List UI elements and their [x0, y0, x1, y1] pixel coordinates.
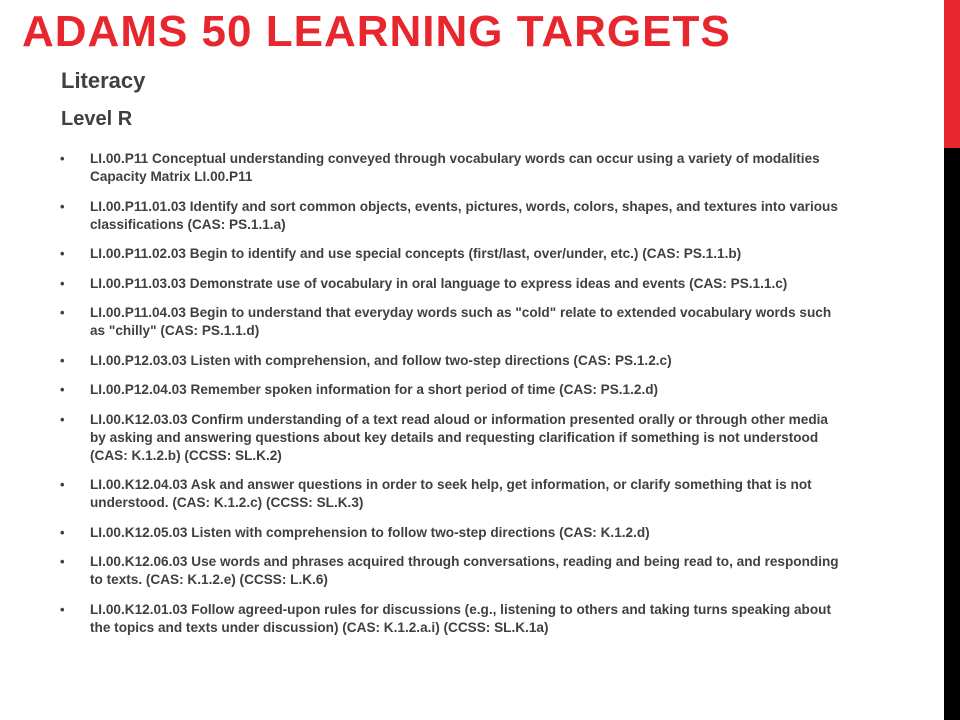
- learning-target-text: LI.00.K12.01.03 Follow agreed-upon rules for discussions (e.g., listening to others and taking turns speaking about the topics and texts under discussion) (CAS: K.1.2.a.i) (CCSS: SL.K.1a): [90, 601, 831, 635]
- learning-target-item: [58, 524, 843, 542]
- subject-heading: Literacy: [61, 68, 146, 93]
- learning-target-text: LI.00.K12.04.03 Ask and answer questions in order to seek help, get information, or clarify something that is not understood. (CAS: K.1.2.c) (CCSS: SL.K.3): [90, 477, 812, 510]
- learning-target-text: LI.00.P11.04.03 Begin to understand that everyday words such as "cold" relate to extended vocabulary words such as "chilly" (CAS: PS.1.1.d): [90, 305, 832, 338]
- bullet-icon: •: [60, 554, 65, 569]
- learning-target-item: [58, 275, 843, 293]
- bullet-icon: •: [60, 151, 65, 166]
- learning-target-item: [58, 198, 843, 234]
- side-accent-bar-black: [944, 148, 960, 720]
- learning-target-text: LI.00.K12.06.03 Use words and phrases acquired through conversations, reading and being read to, and responding to texts. (CAS: K.1.2.e) (CCSS: L.K.6): [90, 554, 839, 587]
- learning-target-item: [58, 411, 843, 465]
- learning-target-text: LI.00.P12.03.03 Listen with comprehension, and follow two-step directions (CAS: PS.1.2.c): [90, 352, 672, 368]
- learning-target-item: [58, 476, 843, 512]
- learning-target-item: [58, 553, 843, 589]
- learning-target-text: LI.00.P11.03.03 Demonstrate use of vocabulary in oral language to express ideas and events (CAS: PS.1.1.c): [90, 275, 788, 291]
- bullet-icon: •: [60, 477, 65, 492]
- learning-target-text: LI.00.P11.02.03 Begin to identify and use special concepts (first/last, over/under, etc.) (CAS: PS.1.1.b): [90, 246, 742, 261]
- learning-target-item: [58, 245, 843, 263]
- learning-target-item: [58, 304, 843, 340]
- learning-target-text: LI.00.P11.01.03 Identify and sort common objects, events, pictures, words, colors, shapes, and textures into various classifications (CAS: PS.1.1.a): [90, 198, 838, 232]
- learning-target-text: LI.00.K12.03.03 Confirm understanding of a text read aloud or information presented orally or through other media by asking and answering questions about key details and requesting clarification if something is not understood (CAS: K.1.2.b) (CCSS: SL.K.2): [90, 411, 828, 463]
- bullet-icon: •: [60, 411, 65, 427]
- bullet-icon: •: [60, 524, 65, 540]
- learning-target-item: [58, 352, 843, 370]
- bullet-icon: •: [60, 352, 65, 368]
- level-heading: Level R: [61, 108, 133, 130]
- learning-target-text: LI.00.K12.05.03 Listen with comprehension to follow two-step directions (CAS: K.1.2.d): [90, 524, 650, 540]
- learning-targets-list: [58, 150, 843, 648]
- bullet-icon: •: [60, 275, 65, 291]
- bullet-icon: •: [60, 382, 65, 397]
- learning-target-item: [58, 381, 843, 399]
- learning-target-text: LI.00.P12.04.03 Remember spoken information for a short period of time (CAS: PS.1.2.d): [90, 382, 659, 397]
- side-accent-bar-red: [944, 0, 960, 148]
- learning-target-item: [58, 150, 843, 186]
- bullet-icon: •: [60, 601, 65, 617]
- bullet-icon: •: [60, 305, 65, 320]
- learning-target-item: [58, 601, 843, 637]
- bullet-icon: •: [60, 198, 65, 214]
- slide-title: ADAMS 50 LEARNING TARGETS: [22, 7, 731, 56]
- bullet-icon: •: [60, 246, 65, 261]
- learning-target-text: LI.00.P11 Conceptual understanding conveyed through vocabulary words can occur using a variety of modalities Capacity Matrix LI.00.P11: [90, 151, 820, 184]
